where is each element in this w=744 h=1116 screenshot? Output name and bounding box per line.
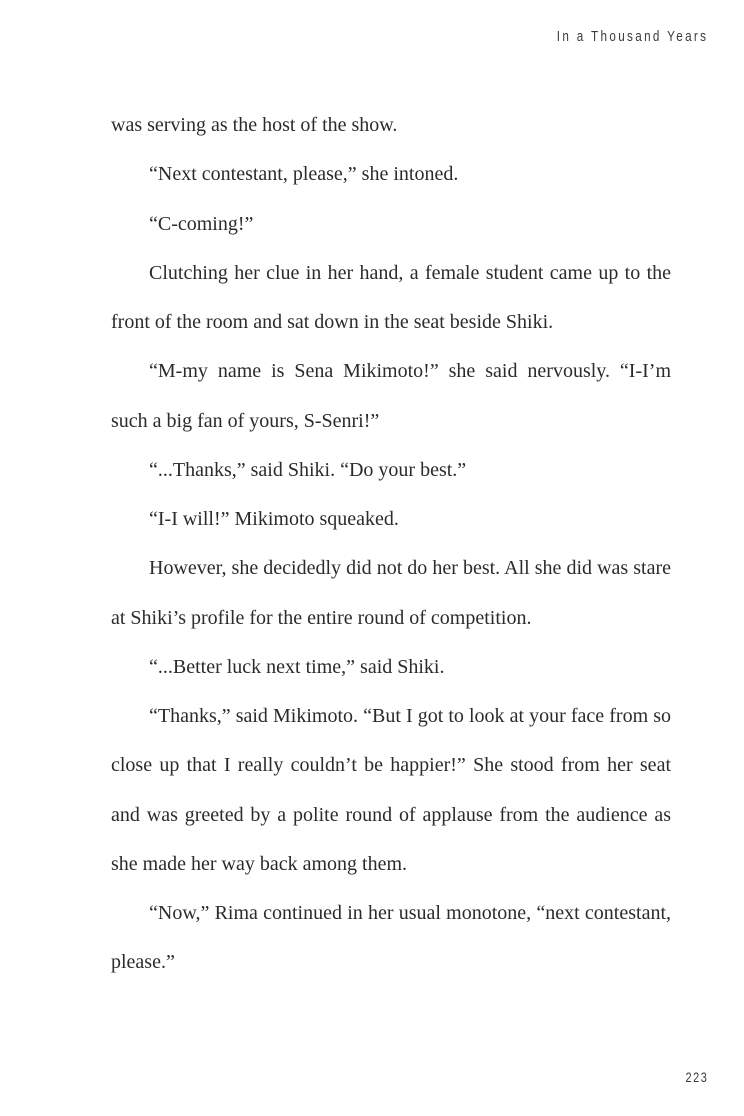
paragraph: “C-coming!” [149, 212, 254, 235]
paragraph: “Thanks,” said Mikimoto. “But I got to look at your face from so close up that I really couldn’t be happier!” She stood from her seat and was greeted by a polite round of applause from the audience as she made her way back among them. [111, 705, 671, 875]
paragraph: “Next contestant, please,” she intoned. [149, 163, 459, 186]
running-header-title: In a Thousand Years [556, 28, 708, 45]
paragraph: “...Better luck next time,” said Shiki. [149, 655, 445, 678]
paragraph: “Now,” Rima continued in her usual monotone, “next contestant, please.” [111, 902, 671, 974]
page-number: 223 [685, 1069, 708, 1085]
paragraph: was serving as the host of the show. [111, 114, 398, 136]
paragraph: “...Thanks,” said Shiki. “Do your best.” [149, 458, 467, 481]
paragraph: “M-my name is Sena Mikimoto!” she said nervously. “I-I’m such a big fan of yours, S-Senri!” [111, 360, 671, 432]
paragraph: However, she decidedly did not do her best. All she did was stare at Shiki’s profile for the entire round of competition. [111, 557, 671, 629]
paragraph: “I-I will!” Mikimoto squeaked. [149, 508, 399, 530]
paragraph: Clutching her clue in her hand, a female student came up to the front of the room and sat down in the seat beside Shiki. [111, 261, 671, 333]
body-text [111, 101, 671, 988]
